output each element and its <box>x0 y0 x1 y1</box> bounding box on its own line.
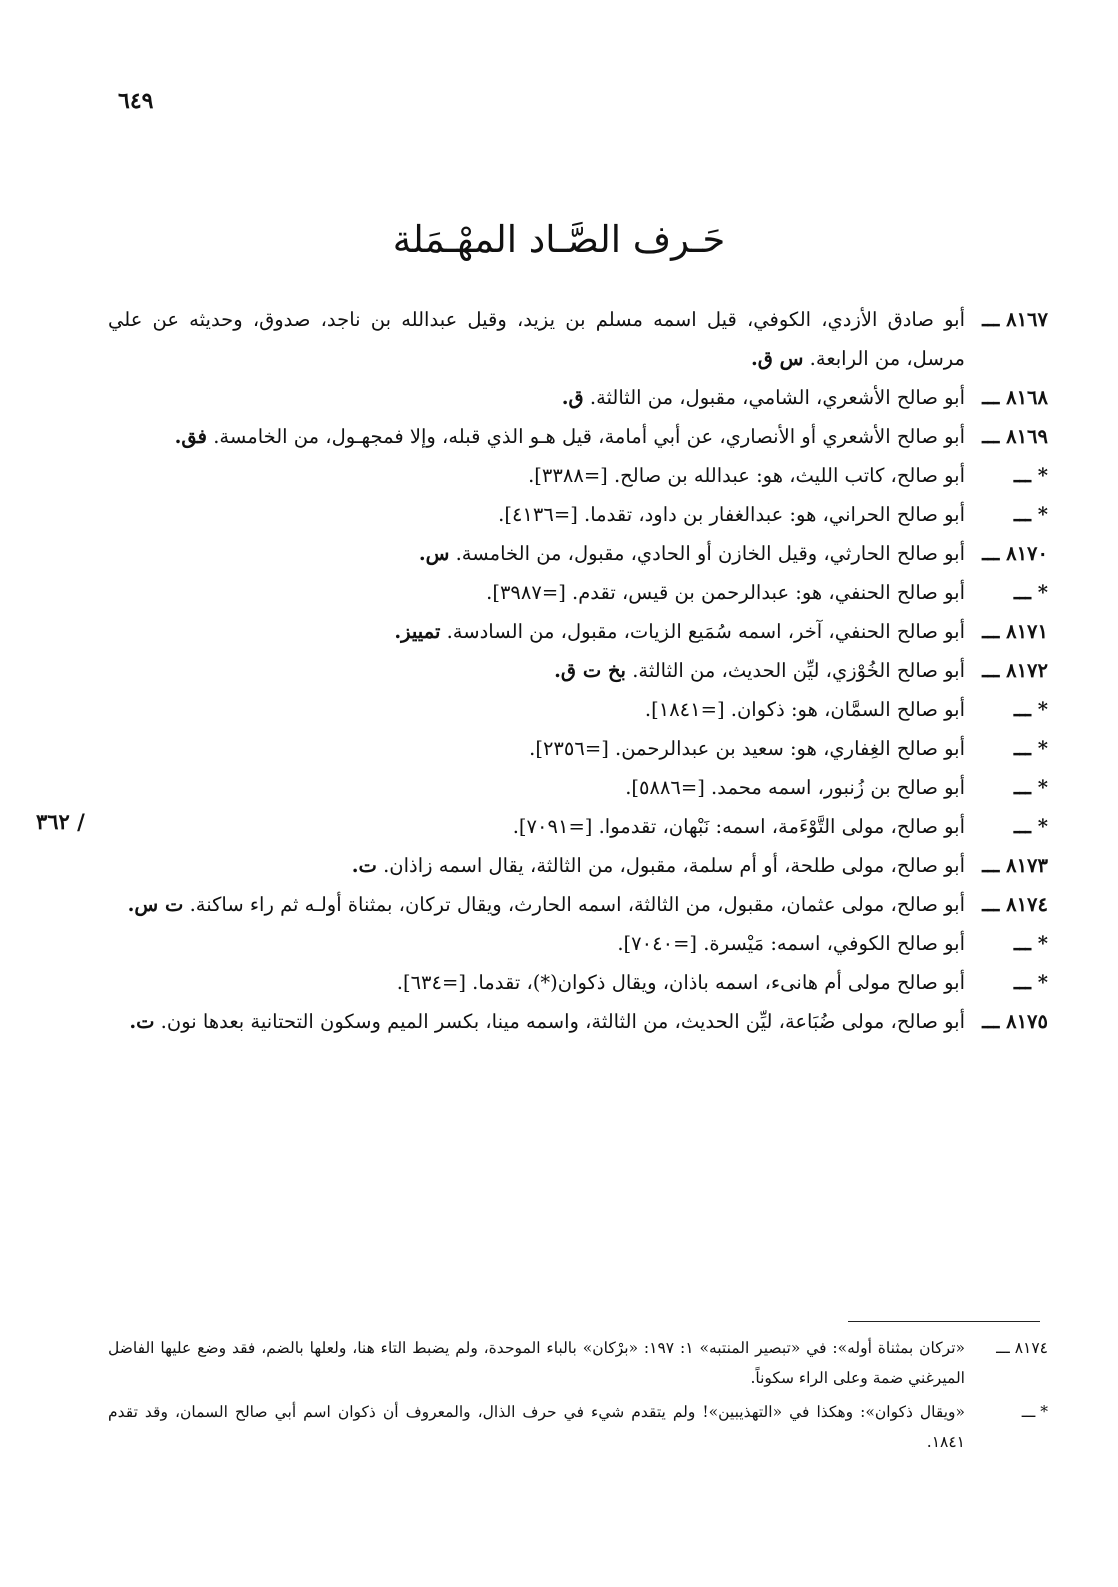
entry-text-cell <box>108 846 965 885</box>
entry <box>108 1002 1048 1041</box>
entry-separator: ـــ <box>1013 737 1031 760</box>
sub-entry-text: أبو صالح، كاتب الليث، هو: عبدالله بن صالح. [=٣٣٨٨]. <box>528 464 965 487</box>
entry-number: ٨١٦٩ <box>1006 425 1048 448</box>
entry-text: أبو صالح الحارثي، وقيل الخازن أو الحادي، مقبول، من الخامسة. <box>455 542 965 565</box>
entry-text-cell <box>108 300 965 378</box>
entry-separator: ـــ <box>982 854 1000 877</box>
footnote-separator: ـــ <box>996 1339 1010 1357</box>
footnote-rule <box>848 1321 1040 1322</box>
star-marker: * <box>1037 581 1048 604</box>
sub-entry <box>108 924 1048 963</box>
footnote-number-cell <box>965 1333 1048 1363</box>
entry-code: س ق. <box>750 347 804 370</box>
footnote-number: ٨١٧٤ <box>1014 1339 1048 1357</box>
entry-text-cell <box>108 378 965 417</box>
entry-number-cell <box>965 417 1048 456</box>
entry-separator: ـــ <box>982 893 1000 916</box>
entry-text: أبو صالح، مولى عثمان، مقبول، من الثالثة، اسمه الحارث، ويقال تركان، بمثناة أولـه ثم راء ساكنة. <box>189 893 965 916</box>
entry-text-cell <box>108 1002 965 1041</box>
entry-code: فق. <box>174 425 207 448</box>
entry-number-cell <box>965 1002 1048 1041</box>
star-marker: * <box>1037 776 1048 799</box>
entry-number: ٨١٧٣ <box>1006 854 1048 877</box>
footnotes-list <box>108 1333 1048 1461</box>
entry-code: ت. <box>129 1010 155 1033</box>
entry-text: أبو صالح الأشعري أو الأنصاري، عن أبي أمامة، قيل هـو الذي قبله، وإلا فمجهـول، من الخامسة. <box>213 425 965 448</box>
sub-entry <box>108 573 1048 612</box>
entry-number-cell <box>965 612 1048 651</box>
sub-entry <box>108 963 1048 1002</box>
footnote-number-cell <box>965 1397 1048 1427</box>
entry-text-cell <box>108 534 965 573</box>
star-marker: * <box>1037 737 1048 760</box>
entry-text: أبو صالح الأشعري، الشامي، مقبول، من الثالثة. <box>589 386 965 409</box>
sub-entry-marker <box>965 807 1048 846</box>
star-marker: * <box>1037 971 1048 994</box>
entry-text: أبو صالح، مولى طلحة، أو أم سلمة، مقبول، من الثالثة، يقال اسمه زاذان. <box>383 854 965 877</box>
entry-text-cell <box>108 885 965 924</box>
sub-entry <box>108 768 1048 807</box>
entry <box>108 612 1048 651</box>
sub-entry <box>108 729 1048 768</box>
entry <box>108 378 1048 417</box>
entry-separator: ـــ <box>982 620 1000 643</box>
sub-entry <box>108 495 1048 534</box>
entry-number: ٨١٧٤ <box>1006 893 1048 916</box>
entry-text: أبو صالح الخُوْزي، ليِّن الحديث، من الثالثة. <box>632 659 965 682</box>
footnote-separator: ـــ <box>1021 1403 1036 1421</box>
star-marker: * <box>1037 815 1048 838</box>
entry-number: ٨١٧٠ <box>1006 542 1048 565</box>
entry-separator: ـــ <box>1013 971 1031 994</box>
sub-entry <box>108 807 1048 846</box>
sub-entry-text: أبو صالح السمَّان، هو: ذكوان. [=١٨٤١]. <box>644 698 965 721</box>
entry-number-cell <box>965 534 1048 573</box>
entry-separator: ـــ <box>982 386 1000 409</box>
star-marker: * <box>1037 464 1048 487</box>
sub-entry <box>108 690 1048 729</box>
entry-separator: ـــ <box>1013 503 1031 526</box>
entry-separator: ـــ <box>982 659 1000 682</box>
footnote <box>108 1333 1048 1393</box>
entry-number: ٨١٧٢ <box>1006 659 1048 682</box>
entries-list <box>108 300 1048 1041</box>
entry-code: تمييز. <box>394 620 441 643</box>
star-marker: * <box>1037 932 1048 955</box>
entry-number-cell <box>965 378 1048 417</box>
sub-entry-marker <box>965 924 1048 963</box>
entry <box>108 885 1048 924</box>
sub-entry-marker <box>965 573 1048 612</box>
margin-note: / ٣٦٢ <box>36 809 85 834</box>
chapter-title: حَـرف الصَّـاد المهْـمَلة <box>392 218 726 261</box>
footnote <box>108 1397 1048 1457</box>
entry-separator: ـــ <box>1013 776 1031 799</box>
entry-separator: ـــ <box>982 425 1000 448</box>
sub-entry-text: أبو صالح مولى أم هانىء، اسمه باذان، ويقال ذكوان(*)، تقدما. [=٦٣٤]. <box>396 971 965 994</box>
entry-code: ت س. <box>127 893 184 916</box>
entry <box>108 417 1048 456</box>
entry-text-cell <box>108 651 965 690</box>
sub-entry-marker <box>965 495 1048 534</box>
entry <box>108 651 1048 690</box>
entry-text-cell <box>108 417 965 456</box>
entry <box>108 534 1048 573</box>
sub-entry-text: أبو صالح، مولى التَّوْءَمة، اسمه: نَبْهان، تقدموا. [=٧٠٩١]. <box>512 815 965 838</box>
entry-number-cell <box>965 846 1048 885</box>
footnote-text: «ويقال ذكوان»: وهكذا في «التهذيبين»! ولم يتقدم شيء في حرف الذال، والمعروف أن ذكوان اسم أبي صالح السمان، وقد تقدم ١٨٤١. <box>108 1403 965 1451</box>
entry-number: ٨١٦٨ <box>1006 386 1048 409</box>
entry-code: س. <box>418 542 450 565</box>
entry-number: ٨١٧١ <box>1006 620 1048 643</box>
sub-entry-marker <box>965 963 1048 1002</box>
entry-code: ق. <box>561 386 584 409</box>
entry-text-cell <box>108 612 965 651</box>
entry-separator: ـــ <box>1013 581 1031 604</box>
entry-separator: ـــ <box>1013 815 1031 838</box>
entry-text: أبو صادق الأزدي، الكوفي، قيل اسمه مسلم بن يزيد، وقيل عبدالله بن ناجد، صدوق، وحديثه عن علي مرسل، من الرابعة. <box>108 308 965 370</box>
entry-separator: ـــ <box>1013 932 1031 955</box>
sub-entry-text: أبو صالح الحنفي، هو: عبدالرحمن بن قيس، تقدم. [=٣٩٨٧]. <box>486 581 965 604</box>
entry-number-cell <box>965 300 1048 339</box>
sub-entry-marker <box>965 729 1048 768</box>
page-number: ٦٤٩ <box>118 88 154 114</box>
entry <box>108 846 1048 885</box>
sub-entry-text: أبو صالح بن زُنبور، اسمه محمد. [=٥٨٨٦]. <box>625 776 965 799</box>
entry-separator: ـــ <box>982 542 1000 565</box>
entry-code: ت. <box>351 854 377 877</box>
entry-separator: ـــ <box>1013 698 1031 721</box>
sub-entry-marker <box>965 768 1048 807</box>
sub-entry <box>108 456 1048 495</box>
sub-entry-marker <box>965 690 1048 729</box>
sub-entry-text: أبو صالح الحراني، هو: عبدالغفار بن داود، تقدما. [=٤١٣٦]. <box>498 503 965 526</box>
entry <box>108 300 1048 378</box>
star-marker: * <box>1037 503 1048 526</box>
entry-code: بخ ت ق. <box>554 659 626 682</box>
entry-separator: ـــ <box>1013 464 1031 487</box>
entry-number-cell <box>965 651 1048 690</box>
entry-separator: ـــ <box>982 308 1000 331</box>
entry-text: أبو صالح، مولى ضُبَاعة، ليِّن الحديث، من الثالثة، واسمه مينا، بكسر الميم وسكون التحتانية بعدها نون. <box>160 1010 965 1033</box>
sub-entry-text: أبو صالح الكوفي، اسمه: مَيْسرة. [=٧٠٤٠]. <box>617 932 965 955</box>
entry-separator: ـــ <box>982 1010 1000 1033</box>
footnote-number: * <box>1040 1403 1048 1421</box>
entry-number-cell <box>965 885 1048 924</box>
footnote-text: «تركان بمثناة أوله»: في «تبصير المنتبه» ١: ١٩٧: «برْكان» بالباء الموحدة، ولم يضبط التاء هنا، ولعلها بالضم، فقد وضع عليها الفاضل الميرغني ضمة وعلى الراء سكوناً. <box>108 1339 965 1387</box>
sub-entry-marker <box>965 456 1048 495</box>
sub-entry-text: أبو صالح الغِفاري، هو: سعيد بن عبدالرحمن. [=٢٣٥٦]. <box>529 737 965 760</box>
entry-number: ٨١٧٥ <box>1006 1010 1048 1033</box>
entry-number: ٨١٦٧ <box>1006 308 1048 331</box>
entry-text: أبو صالح الحنفي، آخر، اسمه سُمَيع الزيات، مقبول، من السادسة. <box>446 620 965 643</box>
star-marker: * <box>1037 698 1048 721</box>
